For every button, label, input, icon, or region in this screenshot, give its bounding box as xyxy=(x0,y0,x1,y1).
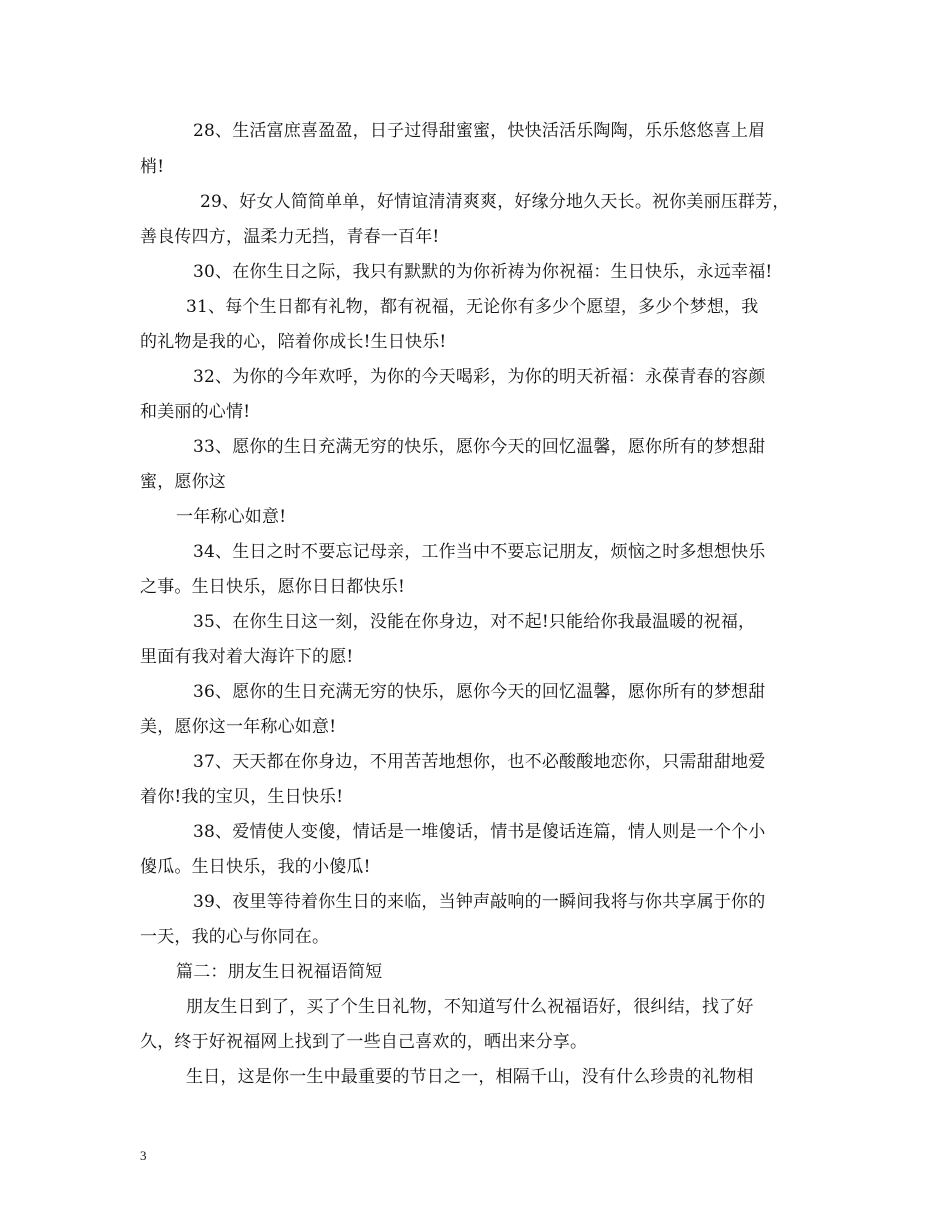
text-line: 39、夜里等待着你生日的来临，当钟声敲响的一瞬间我将与你共享属于你的 xyxy=(193,892,766,912)
text-line: 31、每个生日都有礼物，都有祝福，无论你有多少个愿望，多少个梦想，我 xyxy=(186,297,759,317)
text-line: 29、好女人简简单单，好情谊清清爽爽，好缘分地久天长。祝你美丽压群芳， xyxy=(200,192,790,212)
text-line: 傻瓜。生日快乐，我的小傻瓜! xyxy=(140,857,371,877)
text-line: 35、在你生日这一刻，没能在你身边，对不起!只能给你我最温暖的祝福， xyxy=(193,612,756,632)
text-line: 一年称心如意! xyxy=(176,507,287,527)
text-line: 37、天天都在你身边，不用苦苦地想你，也不必酸酸地恋你，只需甜甜地爱 xyxy=(193,752,766,772)
text-line: 30、在你生日之际，我只有默默的为你祈祷为你祝福：生日快乐，永远幸福! xyxy=(193,262,773,282)
text-line: 久，终于好祝福网上找到了一些自己喜欢的，晒出来分享。 xyxy=(140,1032,588,1052)
text-line: 34、生日之时不要忘记母亲，工作当中不要忘记朋友，烦恼之时多想想快乐 xyxy=(193,542,766,562)
text-line: 32、为你的今年欢呼，为你的今天喝彩，为你的明天祈福：永葆青春的容颜 xyxy=(193,367,766,387)
text-line: 之事。生日快乐，愿你日日都快乐! xyxy=(140,577,406,597)
text-line: 33、愿你的生日充满无穷的快乐，愿你今天的回忆温馨，愿你所有的梦想甜 xyxy=(193,437,766,457)
text-line: 的礼物是我的心，陪着你成长!生日快乐! xyxy=(140,332,447,352)
text-line: 善良传四方，温柔力无挡，青春一百年! xyxy=(140,227,440,247)
text-line: 28、生活富庶喜盈盈，日子过得甜蜜蜜，快快活活乐陶陶，乐乐悠悠喜上眉 xyxy=(193,121,766,141)
text-line: 生日，这是你一生中最重要的节日之一，相隔千山，没有什么珍贵的礼物相 xyxy=(186,1067,754,1087)
text-line: 朋友生日到了，买了个生日礼物，不知道写什么祝福语好，很纠结，找了好 xyxy=(186,997,754,1017)
text-line: 里面有我对着大海许下的愿! xyxy=(140,647,354,667)
text-line: 着你!我的宝贝，生日快乐! xyxy=(140,787,344,807)
text-line: 一天，我的心与你同在。 xyxy=(140,927,330,947)
text-line: 蜜，愿你这 xyxy=(140,472,226,492)
text-line: 38、爱情使人变傻，情话是一堆傻话，情书是傻话连篇，情人则是一个个小 xyxy=(193,822,766,842)
text-line: 梢! xyxy=(140,157,165,177)
text-line: 36、愿你的生日充满无穷的快乐，愿你今天的回忆温馨，愿你所有的梦想甜 xyxy=(193,682,766,702)
text-line: 和美丽的心情! xyxy=(140,402,251,422)
section-heading: 篇二：朋友生日祝福语简短 xyxy=(176,962,383,982)
page-number: 3 xyxy=(140,1148,147,1163)
text-line: 美，愿你这一年称心如意! xyxy=(140,717,337,737)
